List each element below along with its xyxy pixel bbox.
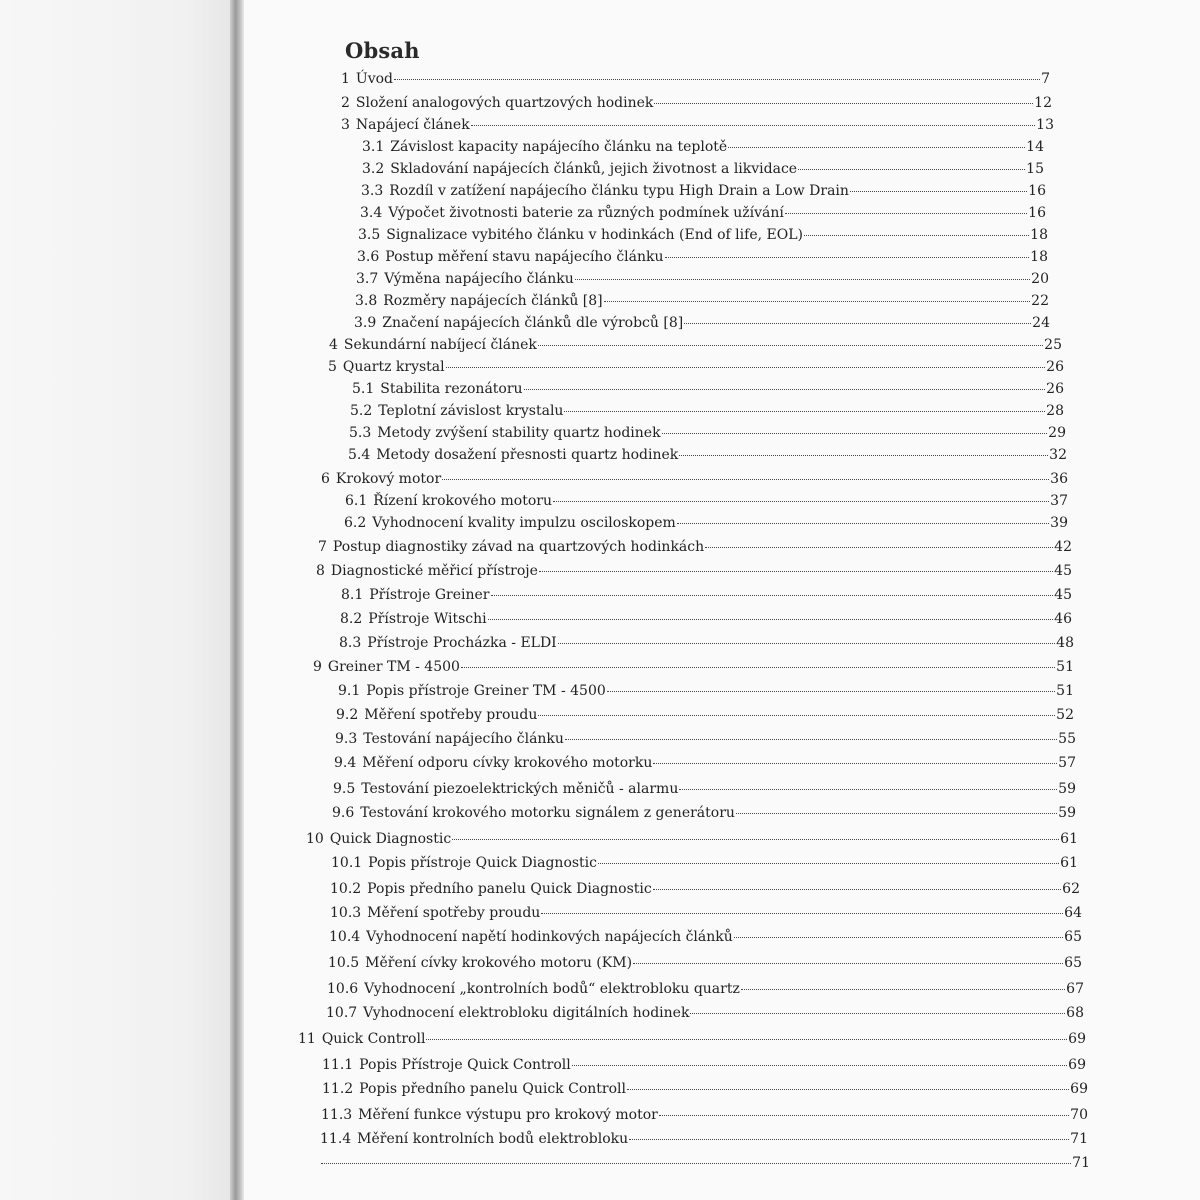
toc-entry-page: 46 [1054,611,1072,627]
toc-dot-leader [426,1039,1067,1040]
toc-entry-title: Quick Controll [321,1031,426,1047]
toc-entry-number: 2 [341,95,350,111]
toc-entry-title: Metody dosažení přesnosti quartz hodinek [376,447,679,463]
toc-dot-leader [679,789,1057,790]
toc-entry-number: 9.3 [335,731,358,747]
toc-entry-page: 57 [1058,755,1076,771]
toc-dot-leader [488,619,1054,620]
toc-entry-page: 68 [1066,1005,1084,1021]
toc-entry-number: 4 [329,337,338,353]
toc-entry-title: Quick Diagnostic [329,831,452,847]
toc-entry-number: 3.9 [354,315,377,331]
toc-entry-number: 3.6 [357,249,380,265]
toc-entry-title: Testování napájecího článku [363,731,564,747]
toc-entry [335,730,1076,748]
toc-entry-page: 14 [1026,139,1044,155]
toc-entry-title: Popis přístroje Greiner TM - 4500 [366,683,606,699]
toc-entry-title: Quartz krystal [342,359,445,375]
toc-entry-number: 5.2 [350,403,373,419]
toc-entry [349,424,1066,442]
toc-entry [355,292,1049,310]
toc-entry-page: 18 [1030,249,1048,265]
toc-entry-page: 64 [1064,905,1082,921]
toc-entry-title: Měření odporu cívky krokového motorku [362,755,653,771]
toc-entry-title: Skladování napájecích článků, jejich životnost a likvidace [390,161,798,177]
toc-entry [313,658,1074,676]
toc-entry [348,446,1067,464]
toc-entry-title: Přístroje Procházka - ELDI [367,635,557,651]
toc-entry-title: Měření cívky krokového motoru (KM) [365,955,633,971]
toc-entry-page: 25 [1044,337,1062,353]
toc-entry-number: 3.8 [355,293,378,309]
toc-entry-title: Metody zvýšení stability quartz hodinek [377,425,661,441]
toc-entry [354,314,1050,332]
toc-entry-title: Popis předního panelu Quick Controll [359,1081,626,1097]
toc-entry-title: Diagnostické měřicí přístroje [330,563,538,579]
toc-entry-number: 8.1 [341,587,364,603]
toc-entry-number: 1 [341,71,350,87]
toc-entry-page: 69 [1068,1057,1086,1073]
toc-entry-title: Značení napájecích článků dle výrobců [8] [382,315,684,331]
toc-dot-leader [565,739,1057,740]
toc-entry [362,138,1044,156]
toc-dot-leader [538,345,1043,346]
toc-entry-number: 9.1 [338,683,361,699]
toc-dot-leader [538,715,1055,716]
toc-entry-title: Výměna napájecího článku [384,271,574,287]
toc-entry [330,880,1080,898]
toc-dot-leader [539,571,1053,572]
toc-entry [341,94,1052,112]
toc-dot-leader [564,411,1045,412]
toc-entry-page: 61 [1060,831,1078,847]
toc-dot-leader [653,889,1061,890]
toc-entry-title: Napájecí článek [355,117,470,133]
toc-entry [344,514,1068,532]
toc-entry-number: 10.3 [330,905,362,921]
toc-entry-number: 9.6 [332,805,355,821]
toc-entry-title: Teplotní závislost krystalu [378,403,564,419]
toc-entry-title: Testování krokového motorku signálem z generátoru [360,805,735,821]
toc-entry-number: 6.2 [344,515,367,531]
toc-dot-leader [734,937,1063,938]
toc-entry [334,754,1076,772]
toc-entry-page: 59 [1058,781,1076,797]
toc-dot-leader [461,667,1055,668]
toc-entry-page: 51 [1056,659,1074,675]
toc-entry-page: 16 [1028,205,1046,221]
toc-entry [352,380,1064,398]
toc-dot-leader [321,1163,1071,1164]
toc-entry-title: Postup diagnostiky závad na quartzových hodinkách [332,539,705,555]
toc-entry [341,586,1072,604]
toc-entry-number: 5.1 [352,381,375,397]
toc-entry-page: 70 [1070,1107,1088,1123]
toc-entry [332,804,1076,822]
toc-entry-number: 5.3 [349,425,372,441]
toc-entry-title: Vyhodnocení napětí hodinkových napájecích článků [366,929,733,945]
toc-dot-leader [604,301,1031,302]
toc-entry-page: 13 [1036,117,1054,133]
toc-entry-number: 11.3 [321,1107,353,1123]
toc-entry-title: Sekundární nabíjecí článek [343,337,537,353]
toc-entry [318,538,1072,556]
toc-entry-number: 5.4 [348,447,371,463]
toc-entry [338,682,1074,700]
toc-entry-page: 37 [1050,493,1068,509]
toc-entry-title: Měření funkce výstupu pro krokový motor [358,1107,658,1123]
toc-entry-number: 3.1 [362,139,385,155]
toc-entry [333,780,1076,798]
toc-entry-number: 3.7 [356,271,379,287]
toc-entry-page: 28 [1046,403,1064,419]
toc-dot-leader [654,103,1033,104]
toc-entry-page: 29 [1048,425,1066,441]
toc-entry-title: Měření spotřeby proudu [364,707,538,723]
toc-entry-title: Složení analogových quartzových hodinek [355,95,654,111]
toc-entry-page: 39 [1050,515,1068,531]
toc-entry-title: Greiner TM - 4500 [327,659,460,675]
toc-entry-number: 10 [306,831,324,847]
toc-entry [322,1080,1088,1098]
toc-entry [326,1004,1084,1022]
toc-entry-page: 61 [1060,855,1078,871]
toc-entry-page: 32 [1049,447,1067,463]
toc-entry-page: 45 [1054,587,1072,603]
toc-entry [327,980,1084,998]
toc-dot-leader [598,863,1059,864]
toc-dot-leader [607,691,1055,692]
toc-dot-leader [627,1089,1069,1090]
toc-dot-leader [785,213,1027,214]
toc-dot-leader [541,913,1063,914]
toc-entry-title: Řízení krokového motoru [373,493,552,509]
toc-entry [345,492,1068,510]
toc-entry [306,830,1078,848]
toc-entry-number: 9 [313,659,322,675]
toc-entry-page: 65 [1064,955,1082,971]
toc-entry [336,706,1074,724]
toc-entry [329,928,1082,946]
toc-entry [340,610,1072,628]
toc-dot-leader [659,1115,1069,1116]
toc-entry-number: 9.5 [333,781,356,797]
toc-entry-page: 71 [1072,1155,1090,1171]
toc-dot-leader [491,595,1054,596]
toc-entry-page: 45 [1054,563,1072,579]
toc-entry-title: Měření spotřeby proudu [367,905,541,921]
toc-dot-leader [572,1065,1067,1066]
toc-entry [357,248,1048,266]
toc-entry-title: Krokový motor [335,471,442,487]
toc-dot-leader [442,479,1049,480]
toc-entry-page: 26 [1046,359,1064,375]
toc-entry-title: Testování piezoelektrických měničů - alarmu [361,781,679,797]
toc-entry-number: 8 [316,563,325,579]
toc-entry-page: 12 [1034,95,1052,111]
toc-dot-leader [575,279,1030,280]
toc-dot-leader [677,523,1049,524]
toc-entry-title: Popis Přístroje Quick Controll [359,1057,571,1073]
toc-entry-title: Měření kontrolních bodů elektrobloku [357,1131,629,1147]
toc-entry [358,226,1048,244]
toc-entry [350,402,1064,420]
toc-entry-number: 3 [341,117,350,133]
toc-dot-leader [804,235,1029,236]
toc-entry [331,854,1078,872]
toc-dot-leader [705,547,1053,548]
toc-dot-leader [665,257,1030,258]
toc-entry-page: 69 [1068,1031,1086,1047]
toc-dot-leader [653,763,1057,764]
toc-entry-title: Výpočet životnosti baterie za různých podmínek užívání [388,205,784,221]
toc-entry-page: 55 [1058,731,1076,747]
toc-entry-title: Stabilita rezonátoru [380,381,523,397]
toc-entry-page: 36 [1050,471,1068,487]
toc-dot-leader [524,389,1046,390]
toc-entry-number: 5 [328,359,337,375]
toc-entry-number: 3.5 [358,227,381,243]
toc-entry [320,1154,1090,1172]
toc-entry-page: 26 [1046,381,1064,397]
toc-entry-number: 10.6 [327,981,359,997]
toc-entry-page: 7 [1041,71,1050,87]
toc-entry-number: 8.2 [340,611,363,627]
toc-entry-title: Přístroje Witschi [368,611,487,627]
toc-entry-page: 62 [1062,881,1080,897]
toc-entry-page: 71 [1070,1131,1088,1147]
toc-entry [328,954,1082,972]
toc-entry-title: Závislost kapacity napájecího článku na teplotě [390,139,728,155]
toc-entry-title: Rozdíl v zatížení napájecího článku typu High Drain a Low Drain [389,183,849,199]
toc-entry-number: 6.1 [345,493,368,509]
toc-entry-page: 69 [1070,1081,1088,1097]
toc-dot-leader [850,191,1027,192]
toc-entry-number: 10.4 [329,929,361,945]
toc-dot-leader [679,455,1048,456]
toc-entry-number: 3.4 [360,205,383,221]
toc-entry [341,70,1050,88]
toc-entry-number: 11.4 [320,1131,352,1147]
toc-dot-leader [394,79,1040,80]
toc-entry-page: 48 [1056,635,1074,651]
toc-entry-page: 65 [1064,929,1082,945]
toc-dot-leader [690,1013,1065,1014]
toc-entry-number: 3.3 [361,183,384,199]
toc-entry [361,182,1046,200]
toc-entry [328,358,1064,376]
toc-entry-title: Přístroje Greiner [369,587,490,603]
toc-entry [362,160,1044,178]
toc-entry-number: 10.5 [328,955,360,971]
toc-entry [298,1030,1086,1048]
toc-dot-leader [662,433,1048,434]
toc-entry-number: 6 [321,471,330,487]
toc-entry-title: Vyhodnocení kvality impulzu osciloskopem [372,515,676,531]
toc-entry-page: 42 [1054,539,1072,555]
toc-entry-title: Vyhodnocení elektrobloku digitálních hodinek [363,1005,690,1021]
toc-dot-leader [728,147,1025,148]
toc-dot-leader [684,323,1031,324]
toc-entry [339,634,1074,652]
toc-dot-leader [558,643,1055,644]
toc-entry-number: 11.1 [322,1057,354,1073]
toc-dot-leader [741,989,1065,990]
toc-entry-page: 67 [1066,981,1084,997]
toc-entry-page: 18 [1030,227,1048,243]
toc-entry-title: Signalizace vybitého článku v hodinkách (End of life, EOL) [386,227,803,243]
toc-dot-leader [633,963,1063,964]
toc-entry [320,1130,1088,1148]
toc-entry-page: 16 [1028,183,1046,199]
toc-entry [322,1056,1086,1074]
toc-entry-page: 51 [1056,683,1074,699]
toc-entry-number: 9.2 [336,707,359,723]
toc-title: Obsah [345,38,420,63]
toc-dot-leader [471,125,1036,126]
toc-dot-leader [736,813,1057,814]
toc-entry-title: Rozměry napájecích článků [8] [383,293,603,309]
toc-dot-leader [798,169,1025,170]
toc-entry-page: 22 [1031,293,1049,309]
toc-entry-number: 11 [298,1031,316,1047]
toc-entry-page: 59 [1058,805,1076,821]
toc-entry [321,1106,1088,1124]
toc-entry [356,270,1049,288]
toc-entry-title: Popis přístroje Quick Diagnostic [368,855,597,871]
toc-entry-title: Postup měření stavu napájecího článku [385,249,664,265]
toc-entry-number: 10.7 [326,1005,358,1021]
toc-entry-page: 20 [1031,271,1049,287]
toc-dot-leader [629,1139,1069,1140]
toc-entry-number: 7 [318,539,327,555]
toc-entry [360,204,1046,222]
toc-entry-number: 3.2 [362,161,385,177]
toc-entry-title: Vyhodnocení „kontrolních bodů“ elektrobloku quartz [364,981,740,997]
toc-entry-title: Popis předního panelu Quick Diagnostic [367,881,652,897]
toc-entry [316,562,1072,580]
toc-entry-number: 10.2 [330,881,362,897]
toc-entry-number: 8.3 [339,635,362,651]
toc-dot-leader [452,839,1059,840]
toc-entry-number: 9.4 [334,755,357,771]
toc-entry [341,116,1054,134]
toc-entry-number: 11.2 [322,1081,354,1097]
toc-entry [330,904,1082,922]
toc-entry-page: 15 [1026,161,1044,177]
toc-entry-page: 52 [1056,707,1074,723]
toc-entry-title: Úvod [355,71,394,87]
toc-entry [329,336,1062,354]
toc-entry [321,470,1068,488]
toc-entry-page: 24 [1032,315,1050,331]
toc-dot-leader [446,367,1046,368]
toc-dot-leader [553,501,1049,502]
toc-entry-number: 10.1 [331,855,363,871]
